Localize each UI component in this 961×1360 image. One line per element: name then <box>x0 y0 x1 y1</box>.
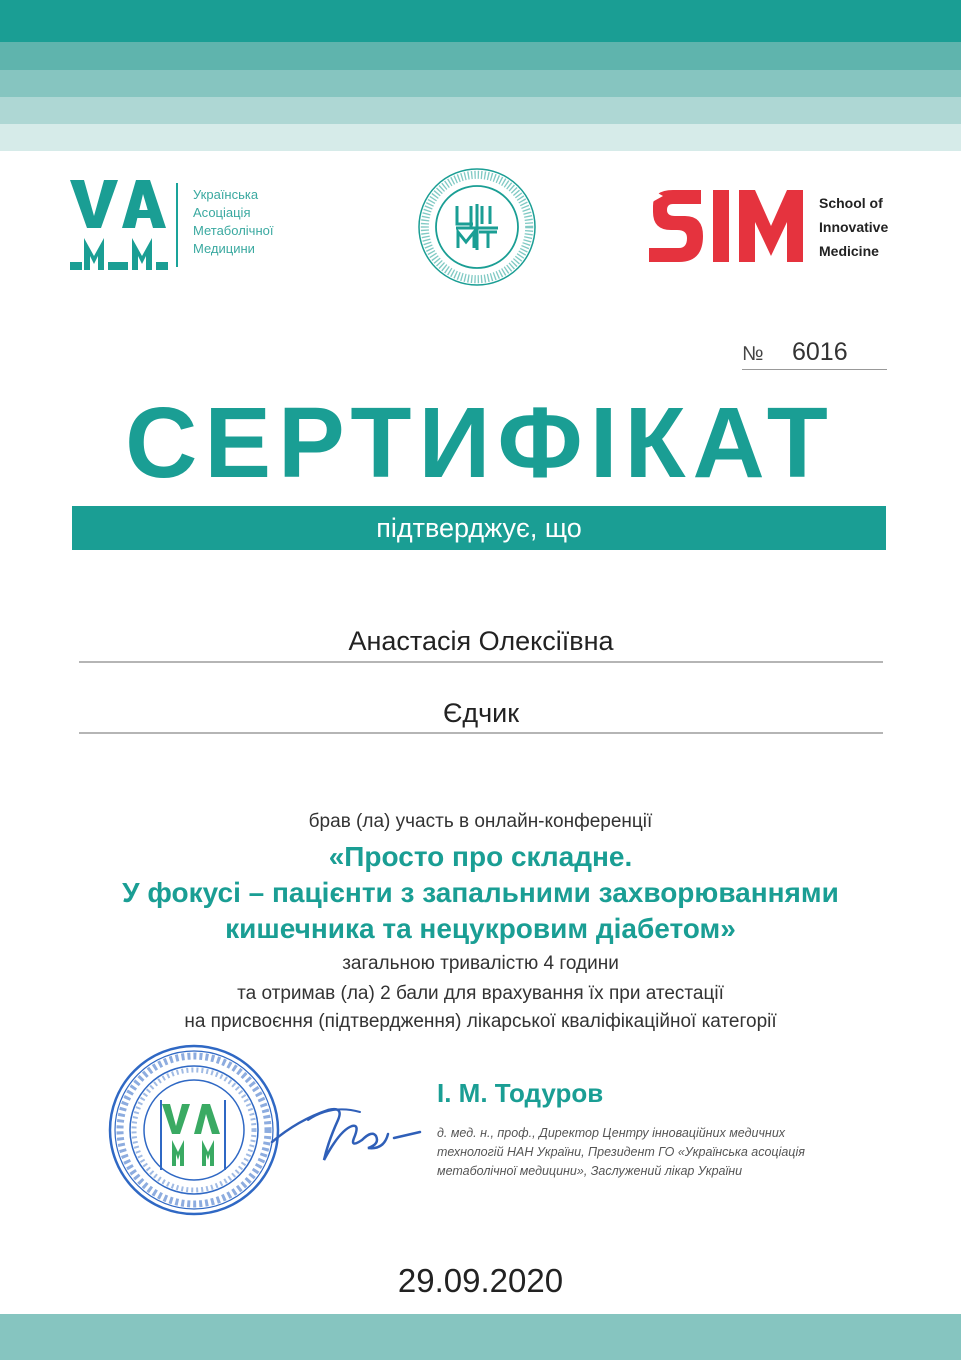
certificate-title: СЕРТИФІКАТ <box>125 387 835 499</box>
signatory-name: І. М. Тодуров <box>437 1078 604 1108</box>
purpose-text: на присвоєння (підтвердження) лікарської кваліфікаційної категорії <box>184 1011 777 1032</box>
duration-text: загальною тривалістю 4 години <box>342 953 619 974</box>
confirms-text: підтверджує, що <box>376 513 582 543</box>
uamm-line-1: Українська <box>193 187 259 202</box>
conference-title-line-1: «Просто про складне. <box>328 841 633 872</box>
footer-stripe <box>0 1314 961 1360</box>
participation-text: брав (ла) участь в онлайн-конференції <box>308 811 653 832</box>
sim-logo-icon <box>645 186 805 266</box>
uamm-line-2: Асоціація <box>193 205 251 220</box>
signatory-description-line-1: д. мед. н., проф., Директор Центру інноваційних медичних <box>437 1126 786 1140</box>
signatory-description-line-2: технологій НАН України, Президент ГО «Українська асоціація <box>437 1145 805 1159</box>
header-stripe-1 <box>0 0 961 42</box>
uamm-logo-text <box>193 186 273 258</box>
header-stripe-3 <box>0 70 961 97</box>
points-text: та отримав (ла) 2 бали для врахування їх при атестації <box>237 983 724 1004</box>
conference-title-line-2: У фокусі – пацієнти з запальними захворюваннями <box>122 877 839 908</box>
header-stripe-5 <box>0 124 961 151</box>
uamm-line-4: Медицини <box>193 241 255 256</box>
uamm-logo-divider <box>176 183 178 267</box>
sim-logo-text <box>819 191 888 263</box>
official-stamp-icon <box>106 1042 282 1218</box>
uamm-logo-icon <box>70 180 170 270</box>
signature-icon <box>268 1090 428 1170</box>
recipient-surname: Єдчик <box>442 698 520 728</box>
header-stripe-2 <box>0 42 961 70</box>
conference-title-line-3: кишечника та нецукровим діабетом» <box>225 913 736 944</box>
sim-line-3: Medicine <box>819 243 879 259</box>
header-stripe-4 <box>0 97 961 124</box>
recipient-first-names: Анастасія Олексіївна <box>348 626 614 656</box>
sim-line-1: School of <box>819 195 883 211</box>
certificate-date: 29.09.2020 <box>397 1262 564 1299</box>
sim-line-2: Innovative <box>819 219 889 235</box>
certificate-number-label: № <box>742 343 764 365</box>
certificate-number-underline <box>742 369 887 370</box>
uamm-line-3: Метаболічної <box>193 223 274 238</box>
recipient-surname-underline <box>79 732 883 734</box>
certificate-number: 6016 <box>792 338 848 366</box>
signatory-description <box>437 1124 805 1181</box>
cimt-logo-icon <box>416 166 538 288</box>
signatory-description-line-3: метаболічної медицини», Заслужений лікар України <box>437 1164 743 1178</box>
recipient-name-underline <box>79 661 883 663</box>
